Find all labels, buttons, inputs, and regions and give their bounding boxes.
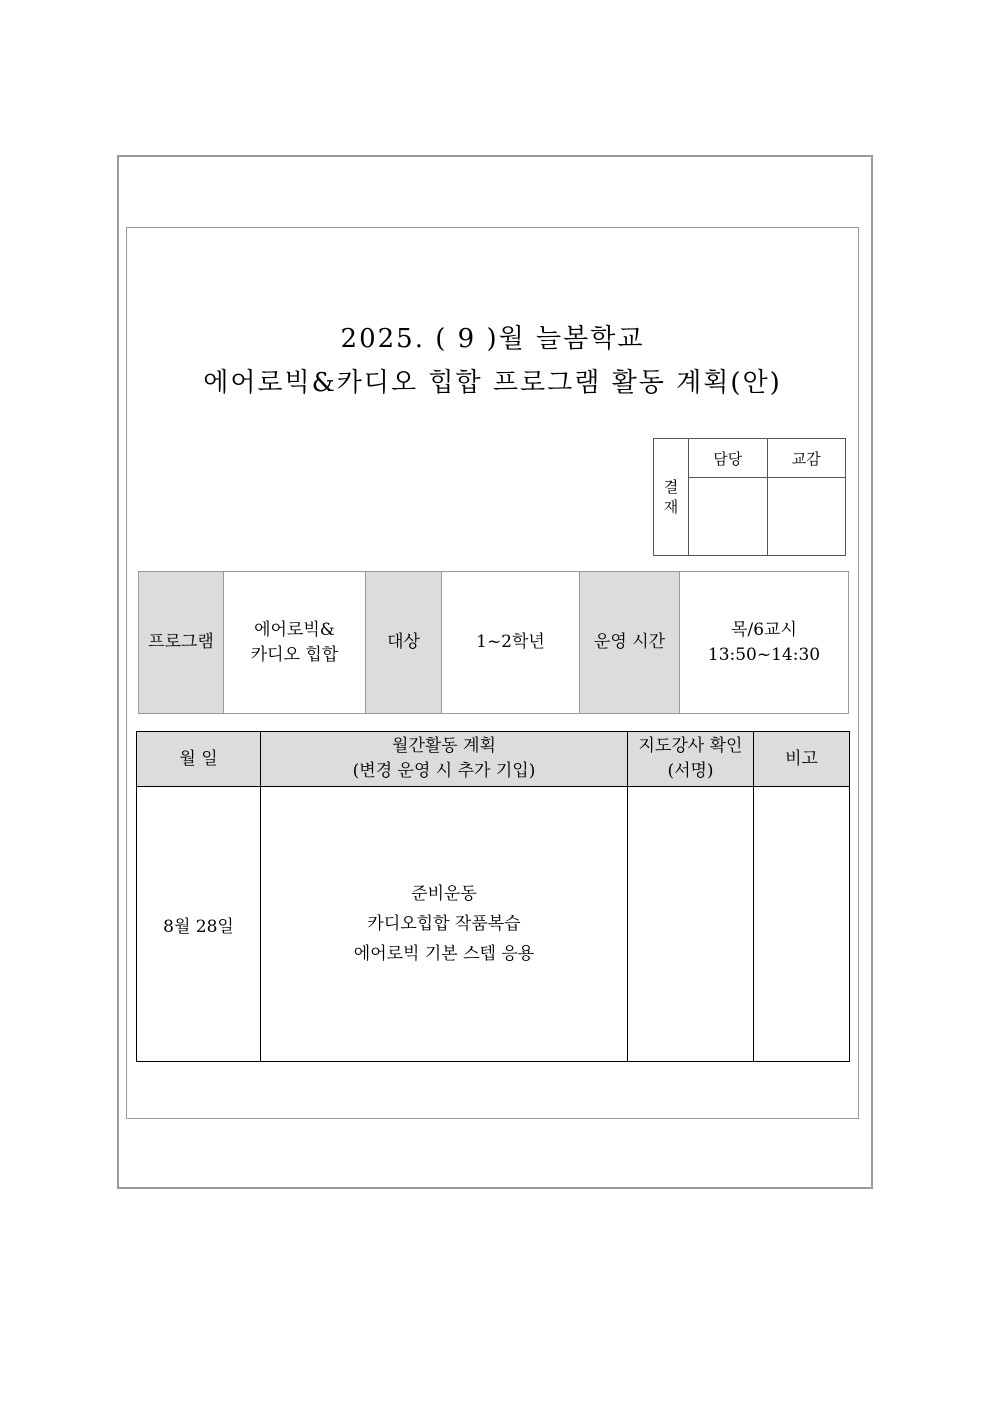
activity-item: 준비운동 <box>411 884 477 904</box>
time-value <box>680 572 849 714</box>
instructor-header-line-1: 지도강사 확인 <box>638 736 743 756</box>
instructor-header-line-2: (서명) <box>667 761 714 781</box>
program-info-table <box>138 571 849 714</box>
program-value-line-2: 카디오 힙합 <box>250 644 339 665</box>
table-row <box>137 787 850 1062</box>
date-header: 월 일 <box>137 732 261 787</box>
target-label: 대상 <box>366 572 442 714</box>
document-title-line-2: 에어로빅&카디오 힙합 프로그램 활동 계획(안) <box>203 368 782 398</box>
instructor-header <box>628 732 754 787</box>
activity-cell <box>261 787 628 1062</box>
approval-header-manager: 담당 <box>689 439 768 478</box>
remarks-header: 비고 <box>754 732 850 787</box>
remarks-cell[interactable] <box>754 787 850 1062</box>
activity-header-line-2: (변경 운영 시 추가 기입) <box>352 761 536 781</box>
activity-header-line-1: 월간활동 계획 <box>392 736 496 756</box>
approval-sign-manager[interactable] <box>689 478 768 556</box>
target-value: 1~2학년 <box>442 572 580 714</box>
activity-item: 카디오힙합 작품복습 <box>367 914 521 934</box>
program-label: 프로그램 <box>139 572 224 714</box>
activity-header <box>261 732 628 787</box>
document-title-line-1: 2025. ( 9 )월 늘봄학교 <box>340 324 645 354</box>
date-cell: 8월 28일 <box>137 787 261 1062</box>
program-value <box>224 572 366 714</box>
approval-side-char-2: 재 <box>663 498 679 516</box>
approval-sign-vice-principal[interactable] <box>767 478 846 556</box>
activity-item: 에어로빅 기본 스텝 응용 <box>353 944 535 964</box>
approval-header-vice-principal: 교감 <box>767 439 846 478</box>
monthly-plan-table <box>136 731 850 1062</box>
instructor-sign-cell[interactable] <box>628 787 754 1062</box>
approval-side-char-1: 결 <box>663 478 679 496</box>
program-value-line-1: 에어로빅& <box>254 619 335 640</box>
time-label: 운영 시간 <box>580 572 680 714</box>
time-value-line-1: 목/6교시 <box>731 619 797 640</box>
time-value-line-2: 13:50~14:30 <box>707 644 821 665</box>
approval-side-label <box>654 439 689 556</box>
approval-table <box>653 438 846 556</box>
